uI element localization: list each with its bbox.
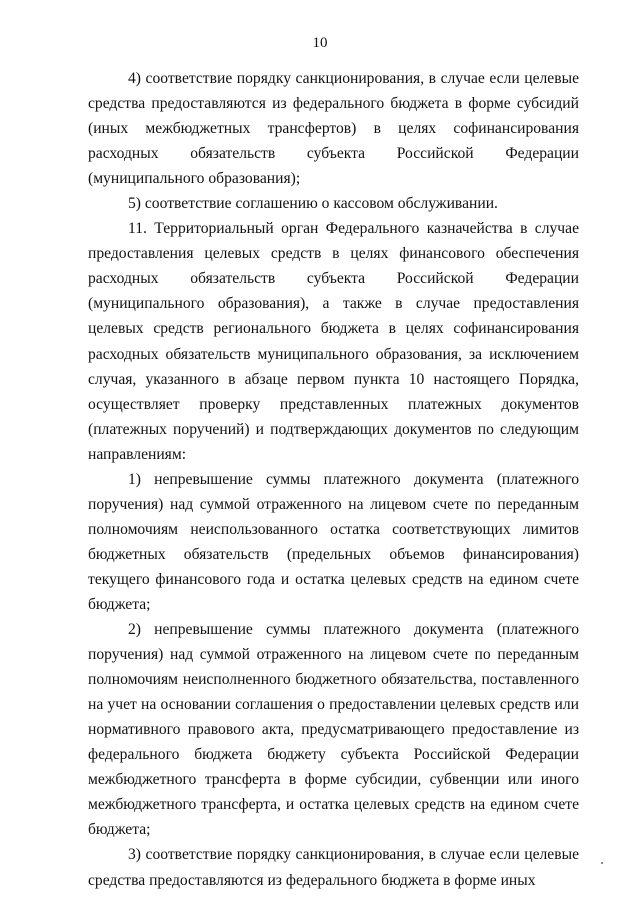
scan-speck [601,862,603,864]
page-number: 10 [312,35,328,51]
paragraph-item-4: 4) соответствие порядку санкционирования, в случае если целевые средства предоставляются из федерального бюджета в форме субсидий (иных межбюджетных трансфертов) в целях софинансирования расходных обязательств субъекта Российской Федерации (муниципального образования); [88,70,579,188]
document-body [88,66,579,893]
paragraph-subitem-3: 3) соответствие порядку санкционирования, в случае если целевые средства предоставляются из федерального бюджета в форме иных [88,846,579,889]
paragraph-subitem-2: 2) непревышение суммы платежного документа (платежного поручения) над суммой отраженного на лицевом счете по переданным полномочиям неисполненного бюджетного обязательства, поставленного на учет на основании соглашения о предоставлении целевых средств или нормативного правового акта, предусматривающего предоставление из федерального бюджета бюджету субъекта Российской Федерации межбюджетного трансферта в форме субсидии, субвенции или иного межбюджетного трансферта, и остатка целевых средств на едином счете бюджета; [88,621,579,839]
paragraph-item-5: 5) соответствие соглашению о кассовом обслуживании. [128,195,498,213]
paragraph-clause-11: 11. Территориальный орган Федерального казначейства в случае предоставления целевых средств в целях финансового обеспечения расходных обязательств субъекта Российской Федерации (муниципального образования), а также в случае предоставления целевых средств регионального бюджета в целях софинансирования расходных обязательств муниципального образования, за исключением случая, указанного в абзаце первом пункта 10 настоящего Порядка, осуществляет проверку представленных платежных документов (платежных поручений) и подтверждающих документов по следующим направлениям: [88,220,579,463]
paragraph-subitem-1: 1) непревышение суммы платежного документа (платежного поручения) над суммой отраженного на лицевом счете по переданным полномочиям неиспользованного остатка соответствующих лимитов бюджетных обязательств (предельных объемов финансирования) текущего финансового года и остатка целевых средств на едином счете бюджета; [88,470,579,613]
